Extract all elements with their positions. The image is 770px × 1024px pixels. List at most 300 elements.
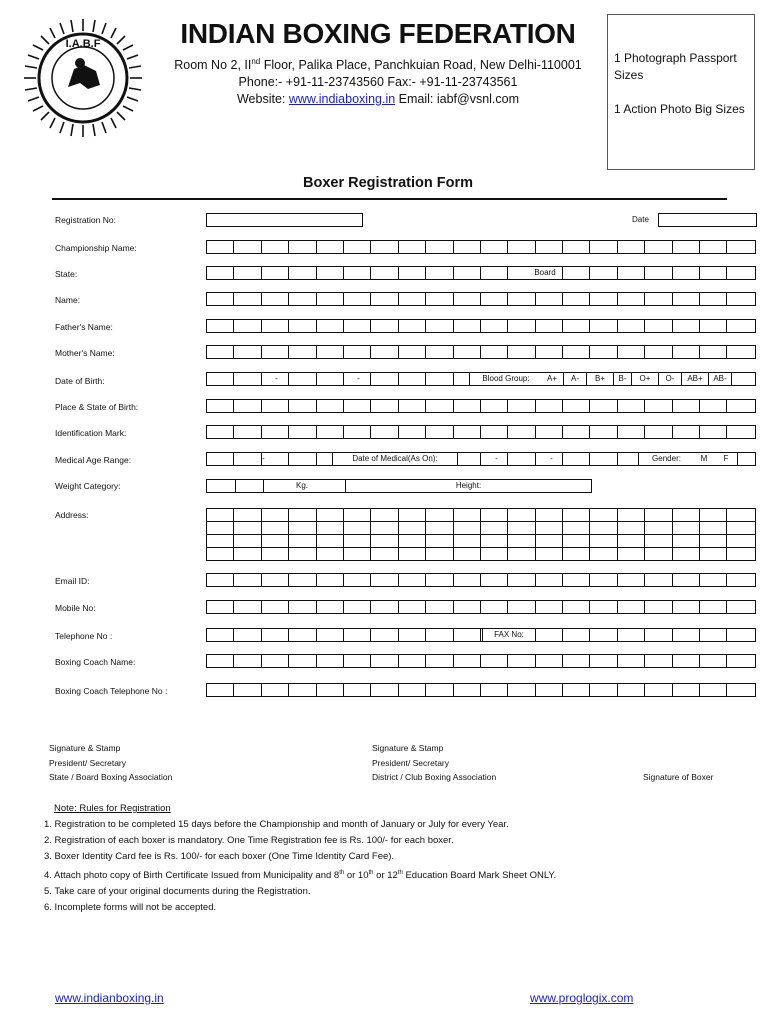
grid-cell[interactable] bbox=[508, 426, 535, 438]
gender-f[interactable]: F bbox=[715, 453, 738, 465]
grid-cell[interactable] bbox=[700, 629, 727, 641]
grid-cell[interactable] bbox=[563, 574, 590, 586]
grid-cell[interactable] bbox=[481, 426, 508, 438]
grid-cell[interactable] bbox=[563, 293, 590, 305]
grid-cell[interactable] bbox=[371, 426, 398, 438]
blood-group-option[interactable]: O- bbox=[659, 373, 682, 385]
grid-cell[interactable] bbox=[207, 601, 234, 613]
grid-cell[interactable] bbox=[262, 293, 289, 305]
grid-cell[interactable] bbox=[371, 267, 398, 279]
grid-cell[interactable] bbox=[262, 320, 289, 332]
grid-cell[interactable] bbox=[426, 535, 453, 547]
grid-cell[interactable] bbox=[563, 522, 590, 534]
grid-cell[interactable] bbox=[426, 574, 453, 586]
grid-cell[interactable] bbox=[234, 373, 261, 385]
address-grid-4[interactable] bbox=[206, 547, 756, 561]
gender-m[interactable]: M bbox=[693, 453, 716, 465]
grid-cell[interactable] bbox=[289, 601, 316, 613]
grid-cell[interactable] bbox=[454, 346, 481, 358]
grid-cell[interactable] bbox=[645, 574, 672, 586]
grid-cell[interactable] bbox=[317, 241, 344, 253]
grid-cell[interactable] bbox=[207, 535, 234, 547]
grid-cell[interactable] bbox=[563, 601, 590, 613]
grid-cell[interactable] bbox=[536, 400, 563, 412]
grid-cell[interactable] bbox=[508, 346, 535, 358]
grid-cell[interactable] bbox=[317, 320, 344, 332]
grid-cell[interactable] bbox=[673, 548, 700, 560]
grid-cell[interactable] bbox=[371, 655, 398, 667]
grid-cell[interactable] bbox=[590, 601, 617, 613]
grid-cell[interactable] bbox=[289, 267, 316, 279]
grid-cell[interactable] bbox=[618, 426, 645, 438]
grid-cell[interactable] bbox=[590, 629, 617, 641]
grid-cell[interactable] bbox=[426, 293, 453, 305]
grid-cell[interactable] bbox=[645, 548, 672, 560]
grid-cell[interactable] bbox=[700, 426, 727, 438]
footer-proglogix-link[interactable]: www.proglogix.com bbox=[530, 991, 634, 1005]
registration-no-input[interactable] bbox=[206, 213, 363, 227]
grid-cell[interactable] bbox=[454, 426, 481, 438]
grid-cell[interactable] bbox=[727, 320, 754, 332]
grid-cell[interactable] bbox=[317, 684, 344, 696]
grid-cell[interactable] bbox=[618, 400, 645, 412]
grid-cell[interactable] bbox=[317, 655, 344, 667]
grid-cell[interactable] bbox=[673, 655, 700, 667]
championship-name-grid[interactable] bbox=[206, 240, 756, 254]
grid-cell[interactable] bbox=[344, 548, 371, 560]
grid-cell[interactable] bbox=[426, 267, 453, 279]
grid-cell[interactable] bbox=[234, 574, 261, 586]
grid-cell[interactable] bbox=[289, 535, 316, 547]
grid-cell[interactable] bbox=[481, 548, 508, 560]
grid-cell[interactable] bbox=[234, 241, 261, 253]
grid-cell[interactable] bbox=[536, 241, 563, 253]
grid-cell[interactable] bbox=[399, 293, 426, 305]
grid-cell[interactable] bbox=[399, 684, 426, 696]
grid-cell[interactable] bbox=[481, 574, 508, 586]
grid-cell[interactable] bbox=[508, 655, 535, 667]
grid-cell[interactable] bbox=[700, 548, 727, 560]
grid-cell[interactable] bbox=[727, 241, 754, 253]
grid-cell[interactable] bbox=[700, 655, 727, 667]
grid-cell[interactable] bbox=[234, 293, 261, 305]
grid-cell[interactable] bbox=[700, 535, 727, 547]
grid-cell[interactable] bbox=[454, 655, 481, 667]
grid-cell[interactable] bbox=[727, 509, 754, 521]
grid-cell[interactable] bbox=[344, 601, 371, 613]
grid-cell[interactable] bbox=[317, 574, 344, 586]
grid-cell[interactable] bbox=[590, 655, 617, 667]
grid-cell[interactable] bbox=[399, 574, 426, 586]
grid-cell[interactable] bbox=[727, 426, 754, 438]
mobile-no-grid[interactable] bbox=[206, 600, 756, 614]
grid-cell[interactable] bbox=[645, 320, 672, 332]
grid-cell[interactable] bbox=[289, 629, 316, 641]
grid-cell[interactable] bbox=[673, 346, 700, 358]
grid-cell[interactable] bbox=[371, 535, 398, 547]
grid-cell[interactable] bbox=[262, 655, 289, 667]
grid-cell[interactable] bbox=[289, 522, 316, 534]
grid-cell[interactable] bbox=[618, 320, 645, 332]
grid-cell[interactable] bbox=[700, 509, 727, 521]
grid-cell[interactable] bbox=[234, 267, 261, 279]
grid-cell[interactable] bbox=[536, 522, 563, 534]
grid-cell[interactable] bbox=[481, 320, 508, 332]
grid-cell[interactable] bbox=[344, 629, 371, 641]
grid-cell[interactable] bbox=[536, 346, 563, 358]
grid-cell[interactable] bbox=[645, 241, 672, 253]
grid-cell[interactable] bbox=[645, 601, 672, 613]
grid-cell[interactable] bbox=[234, 655, 261, 667]
grid-cell[interactable] bbox=[262, 426, 289, 438]
grid-cell[interactable] bbox=[481, 267, 508, 279]
website-link[interactable]: www.indiaboxing.in bbox=[288, 92, 396, 106]
grid-cell[interactable] bbox=[317, 426, 344, 438]
grid-cell[interactable] bbox=[727, 535, 754, 547]
grid-cell[interactable] bbox=[618, 535, 645, 547]
grid-cell[interactable] bbox=[727, 548, 754, 560]
grid-cell[interactable] bbox=[426, 346, 453, 358]
grid-cell[interactable] bbox=[289, 346, 316, 358]
grid-cell[interactable] bbox=[508, 400, 535, 412]
grid-cell[interactable] bbox=[645, 400, 672, 412]
grid-cell[interactable] bbox=[207, 241, 234, 253]
grid-cell[interactable] bbox=[344, 426, 371, 438]
grid-cell[interactable] bbox=[536, 655, 563, 667]
grid-cell[interactable] bbox=[536, 509, 563, 521]
grid-cell[interactable] bbox=[317, 601, 344, 613]
grid-cell[interactable] bbox=[508, 548, 535, 560]
grid-cell[interactable] bbox=[234, 535, 261, 547]
grid-cell[interactable] bbox=[563, 655, 590, 667]
grid-cell[interactable] bbox=[454, 293, 481, 305]
email-id-grid[interactable] bbox=[206, 573, 756, 587]
blood-group-option[interactable]: AB+ bbox=[682, 373, 709, 385]
grid-cell[interactable] bbox=[344, 684, 371, 696]
grid-cell[interactable] bbox=[618, 684, 645, 696]
grid-cell[interactable] bbox=[399, 320, 426, 332]
grid-cell[interactable] bbox=[481, 655, 508, 667]
grid-cell[interactable] bbox=[536, 684, 563, 696]
grid-cell[interactable] bbox=[727, 400, 754, 412]
grid-cell[interactable] bbox=[289, 320, 316, 332]
grid-cell[interactable] bbox=[481, 346, 508, 358]
grid-cell[interactable] bbox=[207, 373, 234, 385]
grid-cell[interactable] bbox=[590, 320, 617, 332]
grid-cell[interactable] bbox=[371, 548, 398, 560]
grid-cell[interactable] bbox=[481, 400, 508, 412]
grid-cell[interactable] bbox=[590, 509, 617, 521]
grid-cell[interactable] bbox=[317, 293, 344, 305]
grid-cell[interactable] bbox=[262, 509, 289, 521]
grid-cell[interactable] bbox=[317, 373, 344, 385]
grid-cell[interactable] bbox=[207, 574, 234, 586]
coach-name-grid[interactable] bbox=[206, 654, 756, 668]
grid-cell[interactable] bbox=[508, 601, 535, 613]
grid-cell[interactable] bbox=[317, 400, 344, 412]
grid-cell[interactable] bbox=[727, 601, 754, 613]
grid-cell[interactable] bbox=[590, 293, 617, 305]
grid-cell[interactable] bbox=[727, 655, 754, 667]
grid-cell[interactable] bbox=[590, 535, 617, 547]
grid-cell[interactable] bbox=[673, 509, 700, 521]
grid-cell[interactable] bbox=[426, 400, 453, 412]
grid-cell[interactable] bbox=[317, 509, 344, 521]
grid-cell[interactable] bbox=[590, 574, 617, 586]
grid-cell[interactable] bbox=[234, 509, 261, 521]
grid-cell[interactable] bbox=[563, 548, 590, 560]
address-grid-3[interactable] bbox=[206, 534, 756, 548]
grid-cell[interactable] bbox=[399, 346, 426, 358]
grid-cell[interactable] bbox=[426, 426, 453, 438]
grid-cell[interactable] bbox=[727, 574, 754, 586]
grid-cell[interactable] bbox=[700, 293, 727, 305]
grid-cell[interactable] bbox=[371, 373, 398, 385]
grid-cell[interactable] bbox=[207, 267, 234, 279]
grid-cell[interactable] bbox=[700, 267, 727, 279]
grid-cell[interactable] bbox=[207, 655, 234, 667]
grid-cell[interactable] bbox=[426, 373, 453, 385]
grid-cell[interactable] bbox=[618, 629, 645, 641]
grid-cell[interactable] bbox=[262, 522, 289, 534]
grid-cell[interactable] bbox=[426, 601, 453, 613]
grid-cell[interactable] bbox=[563, 509, 590, 521]
grid-cell[interactable] bbox=[645, 629, 672, 641]
grid-cell[interactable] bbox=[344, 522, 371, 534]
grid-cell[interactable] bbox=[454, 629, 481, 641]
grid-cell[interactable] bbox=[399, 373, 426, 385]
grid-cell[interactable] bbox=[454, 400, 481, 412]
grid-cell[interactable] bbox=[508, 453, 535, 465]
grid-cell[interactable] bbox=[590, 453, 617, 465]
grid-cell[interactable] bbox=[563, 684, 590, 696]
grid-cell[interactable] bbox=[262, 400, 289, 412]
grid-cell[interactable] bbox=[262, 535, 289, 547]
grid-cell[interactable] bbox=[344, 400, 371, 412]
grid-cell[interactable] bbox=[508, 293, 535, 305]
grid-cell[interactable] bbox=[673, 629, 700, 641]
grid-cell[interactable] bbox=[481, 684, 508, 696]
grid-cell[interactable] bbox=[207, 509, 234, 521]
grid-cell[interactable] bbox=[454, 548, 481, 560]
grid-cell[interactable] bbox=[563, 535, 590, 547]
grid-cell[interactable] bbox=[234, 426, 261, 438]
grid-cell[interactable] bbox=[262, 629, 289, 641]
grid-cell[interactable] bbox=[618, 346, 645, 358]
grid-cell[interactable] bbox=[508, 574, 535, 586]
grid-cell[interactable] bbox=[645, 509, 672, 521]
footer-indianboxing-link[interactable]: www.indianboxing.in bbox=[55, 991, 164, 1005]
grid-cell[interactable] bbox=[727, 522, 754, 534]
grid-cell[interactable] bbox=[399, 522, 426, 534]
grid-cell[interactable] bbox=[508, 522, 535, 534]
grid-cell[interactable] bbox=[645, 267, 672, 279]
grid-cell[interactable] bbox=[344, 574, 371, 586]
blood-group-option[interactable]: A- bbox=[564, 373, 587, 385]
grid-cell[interactable] bbox=[645, 293, 672, 305]
grid-cell[interactable] bbox=[207, 522, 234, 534]
grid-cell[interactable] bbox=[207, 548, 234, 560]
grid-cell[interactable] bbox=[563, 267, 590, 279]
grid-cell[interactable] bbox=[481, 601, 508, 613]
grid-cell[interactable] bbox=[289, 400, 316, 412]
grid-cell[interactable] bbox=[536, 320, 563, 332]
grid-cell[interactable] bbox=[454, 320, 481, 332]
grid-cell[interactable] bbox=[563, 629, 590, 641]
grid-cell[interactable] bbox=[344, 320, 371, 332]
grid-cell[interactable] bbox=[618, 548, 645, 560]
grid-cell[interactable] bbox=[590, 522, 617, 534]
grid-cell[interactable] bbox=[563, 400, 590, 412]
grid-cell[interactable] bbox=[317, 267, 344, 279]
grid-cell[interactable] bbox=[207, 320, 234, 332]
grid-cell[interactable] bbox=[481, 241, 508, 253]
grid-cell[interactable] bbox=[508, 320, 535, 332]
date-input[interactable] bbox=[658, 213, 757, 227]
address-grid-1[interactable] bbox=[206, 508, 756, 522]
grid-cell[interactable] bbox=[590, 426, 617, 438]
grid-cell[interactable] bbox=[399, 629, 426, 641]
grid-cell[interactable] bbox=[371, 684, 398, 696]
grid-cell[interactable] bbox=[399, 267, 426, 279]
grid-cell[interactable] bbox=[481, 509, 508, 521]
grid-cell[interactable] bbox=[536, 629, 563, 641]
grid-cell[interactable] bbox=[207, 346, 234, 358]
grid-cell[interactable] bbox=[399, 509, 426, 521]
grid-cell[interactable] bbox=[426, 655, 453, 667]
grid-cell[interactable] bbox=[426, 509, 453, 521]
grid-cell[interactable] bbox=[700, 601, 727, 613]
grid-cell[interactable] bbox=[727, 346, 754, 358]
grid-cell[interactable] bbox=[399, 426, 426, 438]
grid-cell[interactable] bbox=[645, 535, 672, 547]
grid-cell[interactable] bbox=[371, 346, 398, 358]
grid-cell[interactable] bbox=[727, 684, 754, 696]
grid-cell[interactable] bbox=[317, 346, 344, 358]
coach-telephone-grid[interactable] bbox=[206, 683, 756, 697]
grid-cell[interactable] bbox=[481, 522, 508, 534]
grid-cell[interactable] bbox=[563, 426, 590, 438]
grid-cell[interactable] bbox=[426, 522, 453, 534]
grid-cell[interactable] bbox=[371, 400, 398, 412]
grid-cell[interactable] bbox=[207, 426, 234, 438]
grid-cell[interactable] bbox=[207, 453, 234, 465]
grid-cell[interactable] bbox=[700, 574, 727, 586]
grid-cell[interactable] bbox=[563, 453, 590, 465]
grid-cell[interactable] bbox=[673, 684, 700, 696]
grid-cell[interactable] bbox=[234, 320, 261, 332]
grid-cell[interactable] bbox=[645, 655, 672, 667]
grid-cell[interactable] bbox=[262, 346, 289, 358]
grid-cell[interactable] bbox=[371, 629, 398, 641]
grid-cell[interactable] bbox=[262, 574, 289, 586]
grid-cell[interactable] bbox=[590, 346, 617, 358]
grid-cell[interactable] bbox=[399, 548, 426, 560]
fathers-name-grid[interactable] bbox=[206, 319, 756, 333]
grid-cell[interactable] bbox=[262, 267, 289, 279]
grid-cell[interactable] bbox=[207, 629, 234, 641]
grid-cell[interactable] bbox=[344, 535, 371, 547]
grid-cell[interactable] bbox=[262, 684, 289, 696]
grid-cell[interactable] bbox=[454, 241, 481, 253]
grid-cell[interactable] bbox=[289, 574, 316, 586]
grid-cell[interactable] bbox=[399, 241, 426, 253]
identification-mark-grid[interactable] bbox=[206, 425, 756, 439]
grid-cell[interactable] bbox=[371, 574, 398, 586]
grid-cell[interactable] bbox=[234, 346, 261, 358]
grid-cell[interactable] bbox=[727, 629, 754, 641]
grid-cell[interactable] bbox=[618, 509, 645, 521]
grid-cell[interactable] bbox=[536, 601, 563, 613]
grid-cell[interactable] bbox=[481, 293, 508, 305]
grid-cell[interactable] bbox=[234, 522, 261, 534]
grid-cell[interactable] bbox=[454, 601, 481, 613]
grid-cell[interactable] bbox=[317, 522, 344, 534]
grid-cell[interactable] bbox=[262, 548, 289, 560]
grid-cell[interactable] bbox=[536, 574, 563, 586]
grid-cell[interactable] bbox=[317, 548, 344, 560]
grid-cell[interactable] bbox=[590, 684, 617, 696]
grid-cell[interactable] bbox=[590, 267, 617, 279]
place-of-birth-grid[interactable] bbox=[206, 399, 756, 413]
grid-cell[interactable] bbox=[618, 601, 645, 613]
grid-cell[interactable] bbox=[618, 522, 645, 534]
grid-cell[interactable] bbox=[234, 400, 261, 412]
grid-cell[interactable] bbox=[673, 320, 700, 332]
grid-cell[interactable] bbox=[673, 522, 700, 534]
grid-cell[interactable] bbox=[426, 684, 453, 696]
grid-cell[interactable] bbox=[344, 346, 371, 358]
grid-cell[interactable] bbox=[371, 241, 398, 253]
grid-cell[interactable] bbox=[536, 548, 563, 560]
grid-cell[interactable] bbox=[673, 574, 700, 586]
grid-cell[interactable] bbox=[454, 535, 481, 547]
grid-cell[interactable] bbox=[426, 320, 453, 332]
grid-cell[interactable] bbox=[673, 601, 700, 613]
grid-cell[interactable] bbox=[234, 629, 261, 641]
grid-cell[interactable] bbox=[234, 548, 261, 560]
grid-cell[interactable] bbox=[344, 655, 371, 667]
grid-cell[interactable] bbox=[454, 509, 481, 521]
grid-cell[interactable] bbox=[700, 684, 727, 696]
grid-cell[interactable] bbox=[289, 241, 316, 253]
grid-cell[interactable] bbox=[371, 293, 398, 305]
grid-cell[interactable] bbox=[426, 241, 453, 253]
grid-cell[interactable] bbox=[399, 400, 426, 412]
grid-cell[interactable] bbox=[399, 601, 426, 613]
address-grid-2[interactable] bbox=[206, 521, 756, 535]
grid-cell[interactable] bbox=[289, 373, 316, 385]
grid-cell[interactable] bbox=[344, 241, 371, 253]
blood-group-option[interactable]: B+ bbox=[587, 373, 614, 385]
grid-cell[interactable] bbox=[508, 535, 535, 547]
grid-cell[interactable] bbox=[481, 535, 508, 547]
grid-cell[interactable] bbox=[673, 267, 700, 279]
grid-cell[interactable] bbox=[700, 522, 727, 534]
grid-cell[interactable] bbox=[344, 267, 371, 279]
grid-cell[interactable] bbox=[371, 320, 398, 332]
grid-cell[interactable] bbox=[289, 426, 316, 438]
weight-height-input[interactable] bbox=[206, 479, 592, 493]
grid-cell[interactable] bbox=[645, 684, 672, 696]
grid-cell[interactable] bbox=[700, 241, 727, 253]
grid-cell[interactable] bbox=[262, 601, 289, 613]
blood-group-option[interactable]: A+ bbox=[541, 373, 564, 385]
grid-cell[interactable] bbox=[317, 535, 344, 547]
state-grid[interactable] bbox=[206, 266, 756, 280]
grid-cell[interactable] bbox=[673, 426, 700, 438]
grid-cell[interactable] bbox=[344, 509, 371, 521]
